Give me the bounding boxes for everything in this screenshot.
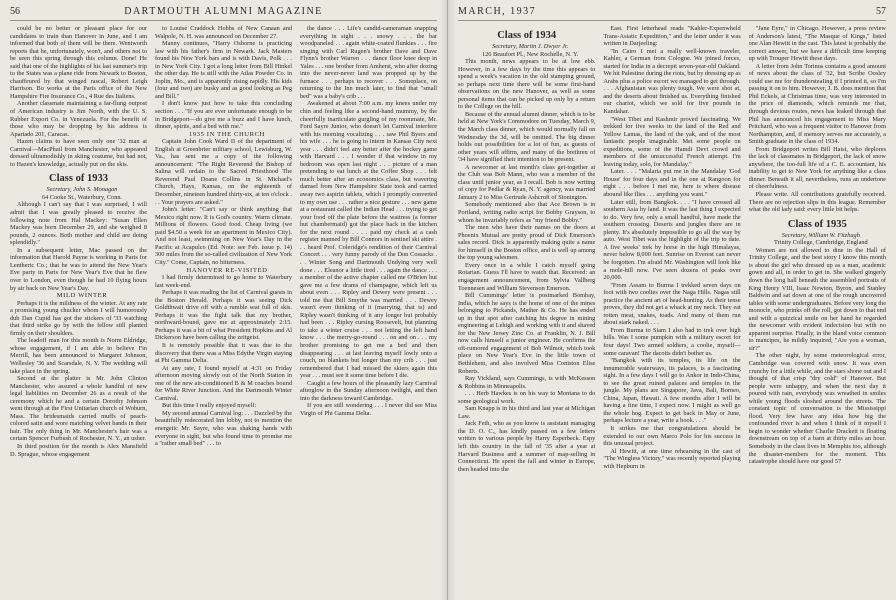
text-column — [300, 25, 437, 595]
paragraph: "In Cairo I met a really well-known traveler, Kahler, a German from Cologne. We joined forces, started for India in a decrepit seven-year-old Oakland. We hit Palestine during the riots, but by dressing up as Arabs plus a police escort we managed to get through. . . . Afghanistan was plenty tough. We were shot at, and the deserts about finished us. Everything finished our chariot, which we sold for five pounds in Kandahar. — [603, 47, 741, 116]
paragraph: Another classmate maintaining a far-flung outpost of American industry is Jim North, with the U. S. Rubber Export Co. in Venezuela. For the benefit of those who may be dropping by his address is Apartado 201, Caracas. — [10, 100, 147, 138]
paragraph: Hazen claims to have seen only one '32 man at Carnival—MacPhail from Manchester, who appeared dressed ultramodishly in skiing costume, but had not, to Hazen's knowledge, actually put on the skis. — [10, 138, 147, 168]
secretary-line: Secretary, Martin J. Dwyer Jr. — [492, 43, 569, 50]
paragraph: Jack Feth, who as you know is assistant managing the D. O. C., has kindly passed on a few letters written to various people by Harry Esperbeck. Espy left this country in the fall of '35 after a year at Harvard Business and a summer of map-selling in Connecticut. He spent the fall and winter in Europe, then headed into the — [458, 420, 596, 473]
paragraph: It strikes me that congratulations should be extended to our own Marco Polo for his success in this unusual project. — [603, 424, 741, 448]
paragraph: The men who have their names on the doors at Phoenix Mutual are pretty proud of Dick Emerson's sales record. Dick is apparently making quite a name for himself in the Boston office, and is well up among the top young salesmen. — [458, 224, 596, 262]
subsection-heading: MILD WINTER — [56, 292, 108, 300]
subsection-heading: HANOVER RE-VISITED — [186, 266, 268, 274]
running-head-right — [458, 6, 886, 21]
page-number: 56 — [10, 6, 20, 17]
paragraph: Later still, from Bangkok. . . . "I have crossed all southern Asia by land. It was the last thing I expected to do. Very few, only a small handful, have made the southern crossing. Deserts and jungles there are in plenty. It's absolutely impossible to go all the way by auto. West Tibet was the highlight of the trip to date. A five weeks' trek by horse in the high Himalayas, never below 8,000 feet. Sunrise on Everest can never be forgotten. I'm afraid Mr. Washington will look like a mole-hill now. I've seen dozens of peaks over 20,000. — [603, 198, 741, 282]
paragraph: The other night, by some meteorological error, Cambridge was covered with snow. It was even crunchy for a little while, and the stars shone out and I thought of that crisp "dry cold" of Hanover. But people were unhappy, and when the next day it poured with rain, everybody was wreathed in smiles while young floods sloshed around the streets. The constant topic of conversation is the Mississippi flood. Very few have any idea how big the confounded river is and when I think of it myself I begin to wonder whether Charlie Drackett is floating downstream on top of a barn at thirty miles an hour. Somebody in the class lives in Memphis too, although the disaster-members for the moment. This catastrophe should have our good 57 — [748, 352, 886, 466]
paragraph: John's letter: "Can't say or think anything that Mexico right now. It is God's country. Warm climate. Millions of flowers. Good food. Cheap living (we paid $4.50 a week for an apartment in Mexico City). And not least, swimming on New Year's Day in the Pacific at Acapulco (Ed. Note: see Feb. issue p. 14) 300 miles from the so-called civilization of New York City." Come, Captain, no bitterness. — [155, 206, 292, 266]
paragraph: could be no better or pleasant place for our candidates to train than Hanover in June, and I am informed that both of them will be there. Wentworth reports that he, unfortunately, won't, and others not to be seen this spring through this column. Done! He said that one of the highlights of his last summer's trip to the States was a plane ride from Newark to Boston, chauffeured by that winged rascal, Robert Leigh Harrison. Bo works at the Paris office of the New Hampshire Fire Insurance Co., 4 Rue des Italiens. — [10, 25, 147, 100]
magazine-title: DARTMOUTH ALUMNI MAGAZINE — [124, 6, 323, 17]
paragraph: Ray Vickland, says Cummings, is with McKesson & Robbins in Minneapolis. — [458, 375, 596, 390]
address-line: 64 Cooke St., Waterbury, Conn. — [41, 193, 123, 201]
class-heading: Class of 1935 — [787, 218, 847, 230]
paragraph: Later. . . . "Malaria put me in the Mandalay 'God House' for four days and in the one at Rangoon for eight . . . before I met me, here is where disease abound like flies . . . anything you want." — [603, 168, 741, 199]
left-columns — [10, 25, 437, 595]
paragraph: Because of the annual alumni dinner, which is to be held at New York's Commodore on Tuesday, March 9, the March class dinner, which would normally fall on Wednesday the 3d, will be omitted. The big dinner holds out possibilities for a lot of fun, as guests of other years will affirm, and many of the brethren of '34 have signified their intention to be present. — [458, 110, 596, 164]
text-column — [458, 25, 595, 595]
secretary-line: Secretary, John S. Monagan — [46, 186, 118, 194]
paragraph: the dance . . . Life's candid-cameraman snapping everything in sight . . . snowy . . . the bar woodpaneled . . . again white-coated flunkies . . . fire singing with Carl Rugen's brother Dave and Dave Flynn's brother Warren . . . dance floor knee deep in Yales . . . one brother from Amherst, who after dozing into the never-never land was propped up by the furnace . . . perhaps to recover . . . Someplace, on returning to the Inn much later, to find that "small bed" was a baby's crib . . . — [300, 25, 437, 100]
paragraph: Sam Knapp is in his third and last year at Michigan Law. — [458, 405, 596, 420]
running-head-left — [10, 6, 437, 21]
paragraph: The leadoff man for this month is Norm Eldridge, whose engagement, if I am able to believe Fin Merrill, has been announced to Margaret Johnson, Wellesley '36 and Scarsdale, N. Y. The wedding will take place in the spring. — [10, 337, 147, 375]
paragraph: Manny continues, "Harry Osborne is practicing law with his father's firm in Newark. Jack Masters found his New York bars and is with Davis, Polk . . . in New York City. I got a long letter from Bill Hinkel the other day. He is still with the Atlas Powder Co. in Joplin, Mo., and is apparently rising rapidly. His kids (four and two) are husky and as good looking as Peg and Bill." — [155, 40, 292, 100]
paragraph: It is remotely possible that it was due to the discovery that there was a Miss Edythe Virgin staying at Phi Gamma Delta. — [155, 341, 292, 365]
paragraph: A letter from John Torinus contains a good amount of news about the class of '32, but Scribe Oosley could use me for thundersteaIing if I printed it, so I'm passing it on to him. However, J. B. does mention that Phil Eckels, at Christmas time, was very interested in the price of diamonds, which reminds me that, through devious routes, news has leaked through that Phil has announced his engagement to Miss Mary Pritchard, who was a frequent visitor to Hanover from Northampton, and, if memory serves me accurately, a Smith graduate in the class of 1934. — [748, 62, 886, 146]
right-columns — [458, 25, 886, 595]
paragraph: Perhaps it is the mildness of the winter. At any rate a promising young chucker whom I will humorously dub Dan Cupid has got the stickers of '33 watching that third strike go by with the fellow still planted firmly on their shoulders. — [10, 299, 147, 337]
paragraph: "From Assam to Burma I trekked seven days on foot with two coolies over the Naga Hills. Nagas still practice the ancient art of head-hunting. As their tense proves, they did not get a whack at my neck. They eat rotten meat, snakes, toads. And many of them run about stark naked. . . . — [603, 281, 741, 327]
paragraph: Second at the platter is Mr. John Clinton Manchester, who assured a whole handful of new legal liabilities on December 26 as a result of the ceremony which he and a certain Dorothy Johnson went through at the First Unitarian church of Woburn, Mass. The bridesmaids carried muffs of peach-colored satin and wore matching velvet bands in their hair. The only thing in Mr. Manchester's hair was a certain Spencer Furbush of Rochester, N. Y., an usher. — [10, 375, 147, 443]
text-column — [603, 25, 740, 595]
paragraph: At any rate, I found myself at 4:31 on Friday afternoon moving slowly out of the North Station in one of the new air-conditioned B & M coaches bound for White River Junction. And the Dartmouth Winter Carnival. — [155, 364, 292, 402]
address-line: Trinity College, Cambridge, England — [773, 239, 868, 247]
text-column — [749, 25, 886, 595]
paragraph: Caught a few hours of the pleasantly lazy Carnival afterglow in the Sunday afternoon twilight, and then into the darkness toward Cambridge. — [300, 379, 437, 402]
paragraph: From Burma to Siam I also had to trek over high hills. Was I some pumpkin with a military escort for four days! Two armed soldiers, a coolie, myself—some caravan! The dacoits didn't bother us. — [603, 326, 741, 357]
paragraph: Bill Cummings' letter is postmarked Bombay, India, which he says is the home of one of the mines belonging to Pickands, Mather & Co. He has ended up in that spot after catching his degree in mining engineering at Lehigh and working with it and shaved for the New Jersey Zinc Co. at Franklin, N. J. Bill now calls himself a junior engineer. He confirms the oft-rumored engagement of Bob Wilmot, which took place on New Year's Eve in the little town of Bethlehem, and also involved Miss Coniston Elise Roberts. — [458, 292, 596, 375]
subsection-heading: 1935 IN THE CHURCH — [188, 130, 266, 138]
paragraph: Captain John Cook Ward II of the department of English at Greenbrier military school, Lewisburg, W. Va., has sent me a copy of the following announcement: "The Right Reverend the Bishop of Salina will ordain to the Sacred Priesthood The Reverend Paul Doane Collins in St. Michael's Church, Hays, Kansas, on the eighteenth of December, nineteen hundred thirty-six, at ten o'clock . . . Your prayers are asked." — [155, 138, 292, 206]
paragraph: I had firmly determined to go home to Waterbury last week-end. — [155, 274, 292, 289]
text-column — [155, 25, 292, 595]
page-number: 57 — [876, 6, 886, 17]
right-page — [448, 0, 896, 600]
paragraph: A newcomer at last month's class get-together at the Club was Bob Mann, who was a member of the class until junior year, as I recall. Bob is now writing of copy for Pedlar & Ryan, N. Y. agency, was married January 2 to Miss Gertrude Ashcroft of Stonington. — [458, 163, 596, 201]
class-heading: Class of 1934 — [497, 30, 557, 41]
paragraph: "West Tibet and Kashmir proved fascinating. We trekked for five weeks in the land of the Red and Yellow Lamas, the land of the yak, and of the most fantastic people imaginable. Met some people on expeditions, some of the Hamdi Devi crowd and members of the unsuccessful French attempt. I'm leaving today, solo, for Mandalay." — [603, 115, 741, 168]
paragraph: "Bangkok with its temples, its life on the innumerable waterways, its palaces, is a fascinating sight. In a few days I will go to Ankor in Indo-China, to see the great ruined palaces and temples in the jungle. My plans are Singapore, Java, Bali, Borneo, China, Japan, Hawaii. A few months after I will be having a fine time, I expect now. I might as well go the whole hog. Expect to get back in May or June, perhaps lecture a year, write a book. . . ." — [603, 357, 741, 425]
paragraph: Awakened at about 7:00 a.m. my knees under my chin and feeling like a second-hand mummy, by the cheerfully inarticulate gurgling of my roommate, Mr. Ford Sayre Junior, who doesn't let Carnival interfere with his morning vocalizing . . . saw Phil Byers and his wife . . . he is going to intern in Kansas City next year . . . didn't feel any better after the hockey game with Harvard . . . I wonder if that window in my bedroom was open last night . . . picture of a man pretending to eat lunch at the Coffee Shop . . . felt much better after an economics class, but wavering damsel from New Hampshire State took and carried away two aspirin tablets, which I promptly converted to my own use . . . rather a nice gesture . . . new game at a restaurant called the Indian Head . . . trying to get your food off the plate before the waitress (a former hut chambermaid) got the place back in the kitchen for the next round . . . . paid my check at a cash register manned by Bill Connors in sentinel ski attire . . . heard Prof. Coleridge's rendition of their Carnival Concert . . . very funny parody of the Don Cossacks . . . Winter Song and Dartmouth Undying very well done . . . Eleanor a little tired . . . again the dance . . . a member of the active chapter called me O'Brien but gave me a few drams of champagne, which left us about even . . . Ripley and Dewey were present . . . told me that Bill Smythe was married . . . Dewey wasn't even thinking of it (marrying, that is) and Ripley wasn't thinking of it any longer but probably had been . . . Ripley cursing Roosevelt, but planning to take a winter cruise . . . not letting the left hand know . . . the merry-go-round . . . on and on . . . my brother promising to get me a bed and then disappearing . . . at last leaving myself lowly onto a couch, no blankets but longer than my crib . . . just remembered that I had missed the skiers again this year . . . must see it some time before I die. — [300, 100, 437, 380]
paragraph: Please write. All contributions gratefully received. There are no rejection slips in this league. Remember what the old lady said: every little bit helps. — [748, 191, 886, 214]
paragraph: But this time I really enjoyed myself: — [162, 402, 257, 410]
issue-date: MARCH, 1937 — [458, 6, 537, 17]
paragraph: This month, news appears to be at low ebb. However, in a few days by the time this appears to spend a week's vacation in the old stamping ground, so perhaps next time there will be some first-hand observations on the new Hanover, as well as some personal items that can be picked up only by a return to the College on the hill. — [458, 58, 596, 111]
paragraph: . . . Herb Hawkes is on his way to Montana to do some geological work. — [458, 390, 596, 405]
class-heading: Class of 1933 — [49, 173, 108, 185]
paragraph: In a subsequent letter, Mac passed on the information that Harold Payne is working in Paris for Lentheric Co.; that he was to attend the New Year's Eve party in Paris for New Year's Eve that he flew over to London, even though he had 10 flying hours by air back on New Year's Day. — [10, 246, 147, 292]
paragraph: My second annual Carnival log: . . . Dazzled by the beautifully redecorated Inn lobby, not to mention the energetic Mr. Sayre, who was shaking hands with everyone in sight, but who found time to promise me a "rather small bed" . . . to — [155, 409, 292, 448]
paragraph: Al Hewitt, at one time rehearsing in the cast of "The Wingless Victory," was recently reported playing with Hepburn in — [603, 447, 741, 470]
paragraph: I don't know just how to take this concluding section . . . "If you are ever unfortunate enough to be in Bridgeport—do give me a buzz and I have lunch, dinner, spirits, and a bed with me." — [155, 100, 292, 131]
address-line: 126 Beaufort Pl., New Rochelle, N. Y. — [481, 50, 579, 58]
paragraph: Somebody mentioned also that Ace Brown is in Portland, writing radio script for Bobby Grayson, to whom he invariably refers as "my friend Bobby." — [458, 201, 596, 224]
paragraph: Perhaps it was reading the list of Carnival guests in the Boston Herald. Perhaps it was seeing Dick Goldthwait drive off with a rumble seat full of skis. Perhaps it was the fight talk that my brother, northward-bound, gave me at approximately 2:15. Perhaps it was a bit of what President Hopkins and Al Dickerson have been calling the zeitgeist. — [155, 289, 292, 342]
paragraph: From Bridgeport writes Bill Haist, who deplores the lack of classmates in Bridgeport, the lack of snow anywhere, the too-full life of a C. E. accountant, his inability to get to New York for anything like a class dinner. Beneath it all, nevertheless, runs an undertone of cheerfulness. — [748, 145, 886, 191]
paragraph: Every once in a while I catch myself going Rotarian. Guess I'll have to watch that. Received: an engagement announcement, from Sylvia Vallberg Toennesen and William Stevenson Emerson. — [458, 261, 596, 292]
paragraph: "Jane Eyre," in Chicago. However, a press review of Anderson's latest, "The Masque of Kings," listed one Alan Hewitt in the cast. This latest is probably the correct answer, but we have a difficult time keeping up with Trouper Hewitt these days. — [748, 25, 886, 63]
paragraph: Women are not allowed to dine in the Hall of Trinity College, and the best story I know this month is about the girl who dressed up as a man, academic gown and all, in order to get in. She walked gingerly down the long hall beneath the assembled portraits of King Henry VIII, Isaac Newton, Byron, and Stanley Baldwin and sat down at one of the rough uncovered tables with some undergraduates. Before very long the monocle, who prinks off the roll, got down to that end and with a quizzical smile on her hand he regarded the newcomer with evident indecision but with no apparent surprise. Finally, in the bland voice common to mancipes, he mildly inquired, "Are you a woman, sir?" — [748, 246, 886, 352]
paragraph: If you are still wondering . . . I never did see Miss Virgin of Phi Gamma Delta. — [300, 402, 437, 417]
paragraph: East. First letterhead reads "Kahler-Expenwheld Trans-Asiatic Expedition," and the letter under it was written in Darjeeling: — [603, 25, 741, 48]
paragraph: In third position for the month is Alex Mansfield D. Sprague, whose engagement — [10, 442, 147, 458]
paragraph: to Louise Craddock Hobbs of New Canaan and Walpole, N. H. was announced on December 27. — [155, 25, 292, 40]
paragraph: Although I can't say that I was surprised, I will admit that I was greatly pleased to receive the following note from Hal Mackey: "Susan Ellen Mackey was born December 29, and she weighed 8 pounds, 2 ounces. Both mother and child are doing splendidly." — [10, 201, 147, 247]
text-column — [10, 25, 147, 595]
secretary-line: Secretary, William W. Fitzhugh — [781, 231, 860, 239]
